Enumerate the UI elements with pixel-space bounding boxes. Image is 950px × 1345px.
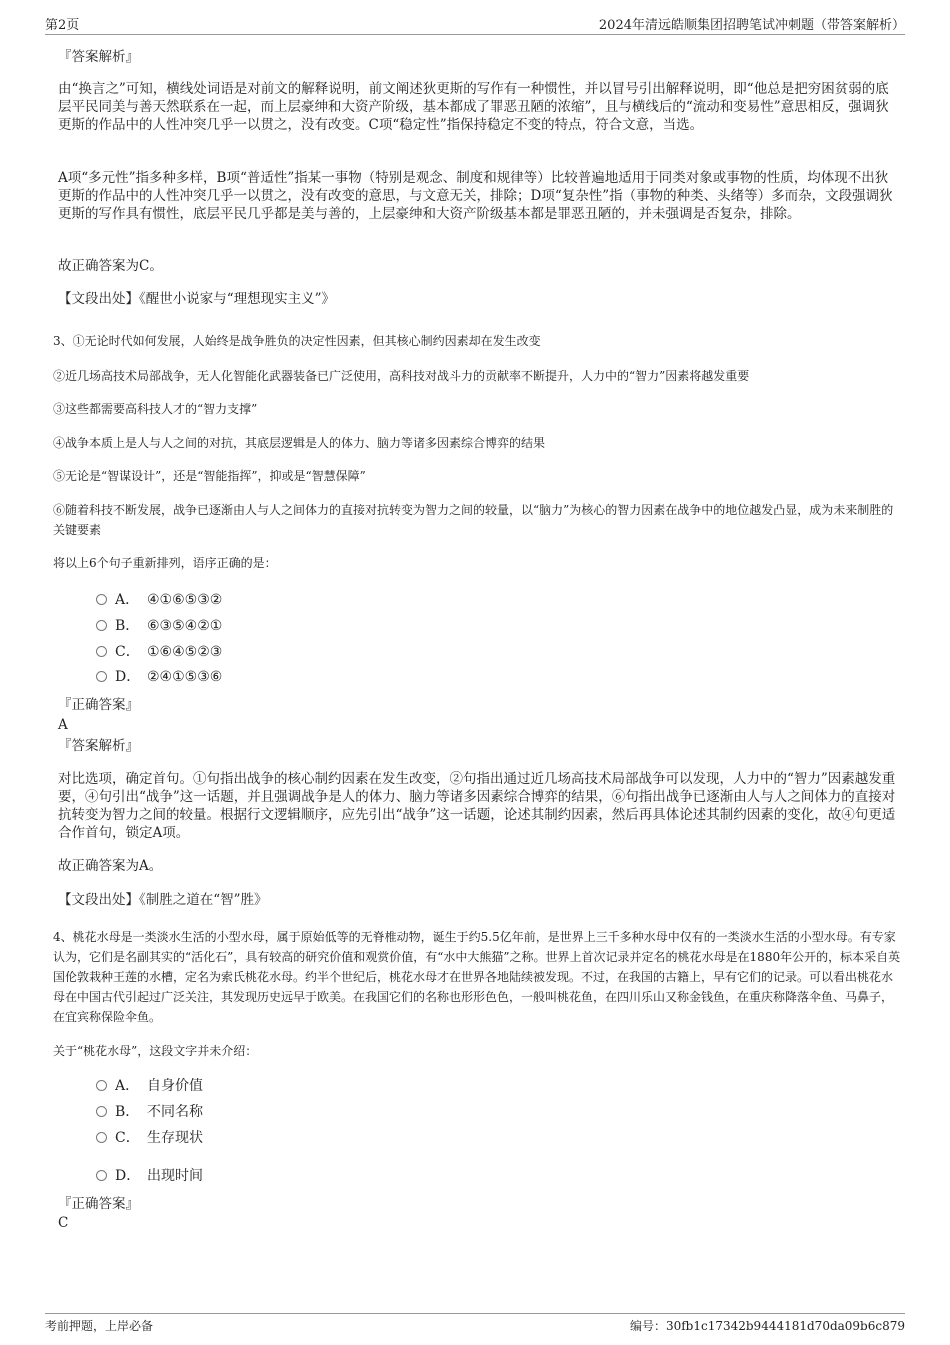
q3-option-a[interactable]: A． ④①⑥⑤③② xyxy=(96,590,222,610)
radio-icon[interactable] xyxy=(96,671,107,682)
radio-icon[interactable] xyxy=(96,1080,107,1091)
q3-source: 【文段出处】《制胜之道在“智”胜》 xyxy=(58,892,268,908)
q3-sentence-5: ⑤无论是“智谋设计”，还是“智能指挥”，抑或是“智慧保障” xyxy=(53,469,366,483)
q3-sentence-2: ②近几场高技术局部战争，无人化智能化武器装备已广泛使用，高科技对战斗力的贡献率不断提升，人力中的“智力”因素将越发重要 xyxy=(53,369,750,383)
radio-icon[interactable] xyxy=(96,620,107,631)
footer-slogan: 考前押题，上岸必备 xyxy=(45,1319,154,1333)
q4-passage: 4、桃花水母是一类淡水生活的小型水母，属于原始低等的无脊椎动物，诞生于约5.5亿年前，是世界上三千多种水母中仅有的一类淡水生活的小型水母。有专家认为，它们是名副其实的“活化石”，具有较高的研究价值和观赏价值，有“水中大熊猫”之称。世界上首次记录并定名的桃花水母是在1880年公开的，标本采自英国伦敦栽种王莲的水槽，定名为索氏桃花水母。约半个世纪后，桃花水母才在世界各地陆续被发现。不过，在我国的古籍上，早有它们的记录。可以看出桃花水母在中国古代引起过广泛关注，其发现历史远早于欧美。在我国它们的名称也形形色色，一般叫桃花鱼，在四川乐山又称金钱鱼，在重庆称降落伞鱼、马鼻子，在宜宾称保险伞鱼。 xyxy=(53,930,901,1024)
q3-correct-answer: A xyxy=(58,717,68,733)
q3-sentence-6: ⑥随着科技不断发展，战争已逐渐由人与人之间体力的直接对抗转变为智力之间的较量，以“脑力”为核心的智力因素在战争中的地位越发凸显，成为未来制胜的关键要素 xyxy=(53,503,894,537)
radio-icon[interactable] xyxy=(96,646,107,657)
q3-option-c[interactable]: C． ①⑥④⑤②③ xyxy=(96,642,222,662)
radio-icon[interactable] xyxy=(96,1106,107,1117)
q4-correct-answer: C xyxy=(58,1215,69,1231)
q4-option-c[interactable]: C． 生存现状 xyxy=(96,1128,203,1148)
page-header xyxy=(45,14,905,35)
q3-sentence-4: ④战争本质上是人与人之间的对抗，其底层逻辑是人的体力、脑力等诸多因素综合博弈的结果 xyxy=(53,436,546,450)
q3-option-d[interactable]: D． ②④①⑤③⑥ xyxy=(96,667,222,687)
q2-source: 【文段出处】《醒世小说家与“理想现实主义”》 xyxy=(58,291,336,307)
q3-sentence-3: ③这些都需要高科技人才的“智力支撑” xyxy=(53,402,258,416)
q4-option-a[interactable]: A． 自身价值 xyxy=(96,1076,203,1096)
document-code: 编号：30fb1c17342b9444181d70da09b6c879 xyxy=(629,1319,905,1333)
q4-prompt: 关于“桃花水母”，这段文字并未介绍： xyxy=(53,1044,258,1058)
q2-analysis-paragraph-2: A项“多元性”指多种多样，B项“普适性”指某一事物（特别是观念、制度和规律等）比较普遍地适用于同类对象或事物的性质，均体现不出狄更斯的作品中的人性冲突几乎一以贯之，没有改变的意思，与文意无关，排除；D项“复杂性”指（事物的种类、头绪等）多而杂，文段强调狄更斯的写作具有惯性，底层平民几乎都是美与善的，上层豪绅和大资产阶级基本都是罪恶丑陋的，并未强调是否复杂，排除。 xyxy=(58,170,893,222)
q3-sentence-1: 3、①无论时代如何发展，人始终是战争胜负的决定性因素，但其核心制约因素却在发生改变 xyxy=(53,334,541,348)
document-title: 2024年清远皓顺集团招聘笔试冲刺题（带答案解析） xyxy=(598,18,905,33)
radio-icon[interactable] xyxy=(96,594,107,605)
radio-icon[interactable] xyxy=(96,1132,107,1143)
q2-answer-line: 故正确答案为C。 xyxy=(58,258,163,274)
q4-option-b[interactable]: B． 不同名称 xyxy=(96,1102,203,1122)
q2-analysis-label: 『答案解析』 xyxy=(58,49,139,65)
q3-correct-label: 『正确答案』 xyxy=(58,697,139,713)
q3-option-b[interactable]: B． ⑥③⑤④②① xyxy=(96,616,222,636)
q3-analysis: 对比选项，确定首句。①句指出战争的核心制约因素在发生改变，②句指出通过近几场高技术局部战争可以发现，人力中的“智力”因素越发重要，④句引出“战争”这一话题，并且强调战争是人的体力、脑力等诸多因素综合博弈的结果，⑥句指出战争已逐渐由人与人之间体力的直接对抗转变为智力之间的较量。根据行文逻辑顺序，应先引出“战争”这一话题，论述其制约因素，然后再具体论述其制约因素的变化，故④句更适合作首句，锁定A项。 xyxy=(58,771,896,841)
q3-answer-line: 故正确答案为A。 xyxy=(58,858,163,874)
radio-icon[interactable] xyxy=(96,1170,107,1181)
q3-analysis-label: 『答案解析』 xyxy=(58,738,139,754)
q2-analysis-paragraph-1: 由“换言之”可知，横线处词语是对前文的解释说明，前文阐述狄更斯的写作有一种惯性，并以冒号引出解释说明，即“他总是把穷困贫弱的底层平民同美与善天然联系在一起，而上层豪绅和大资产阶级，基本都成了罪恶丑陋的浓缩”，且与横线后的“流动和变易性”意思相反，强调狄更斯的作品中的人性冲突几乎一以贯之，没有改变。C项“稳定性”指保持稳定不变的特点，符合文意，当选。 xyxy=(58,81,889,133)
page-footer xyxy=(45,1313,905,1336)
q4-option-d[interactable]: D． 出现时间 xyxy=(96,1166,203,1186)
q3-prompt: 将以上6个句子重新排列，语序正确的是： xyxy=(53,556,277,570)
page-number: 第2页 xyxy=(45,18,80,33)
q4-correct-label: 『正确答案』 xyxy=(58,1196,139,1212)
